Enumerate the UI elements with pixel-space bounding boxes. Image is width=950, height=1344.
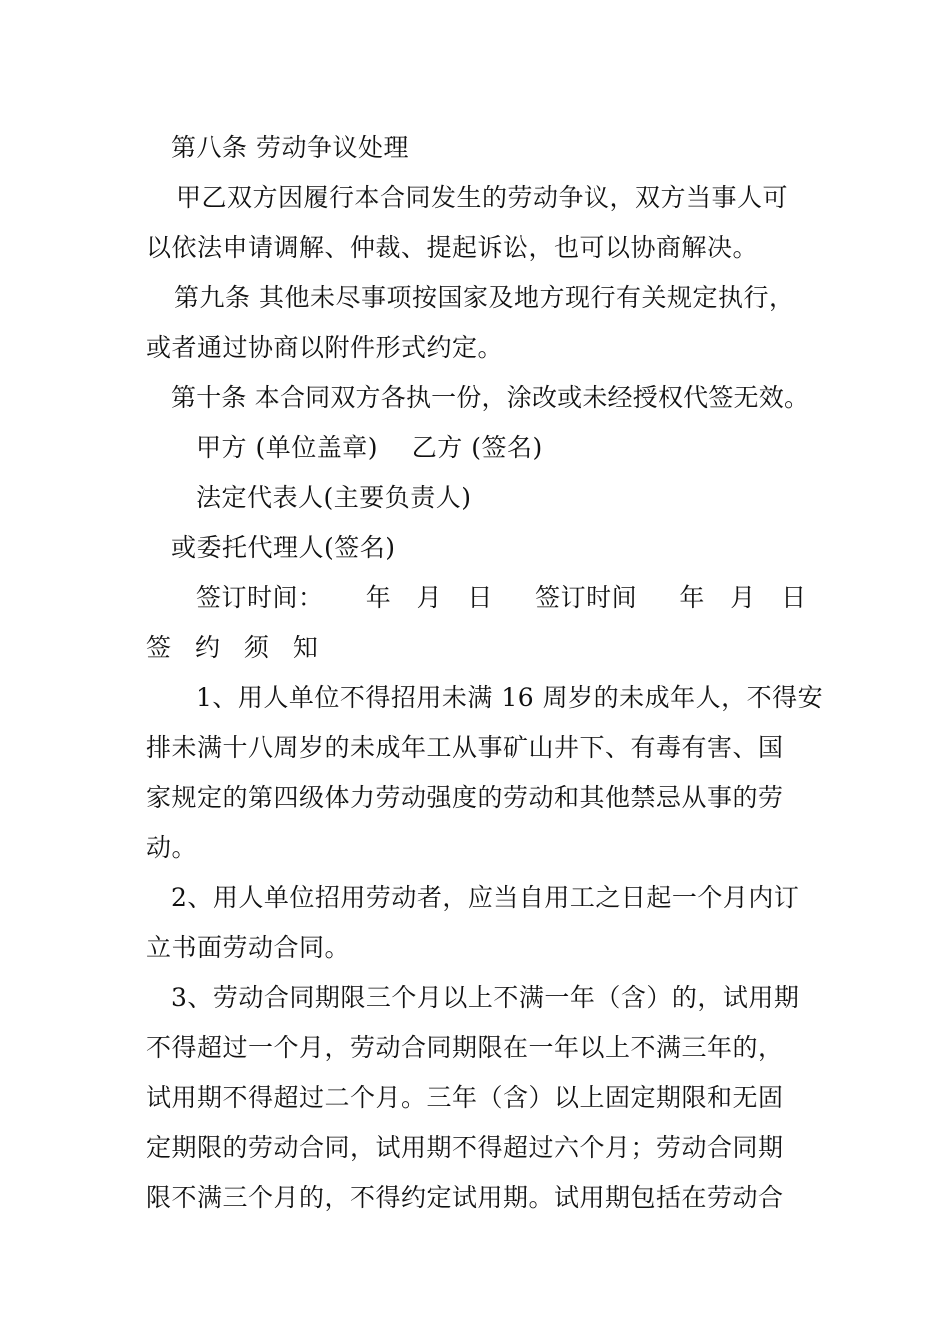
article-9-text-line-1: 第九条 其他未尽事项按国家及地方现行有关规定执行， — [174, 283, 795, 312]
signing-dates: 签订时间： 年 月 日 签订时间 年 月 日 — [196, 583, 807, 612]
notice-3-line-3: 试用期不得超过二个月。三年（含）以上固定期限和无固 — [146, 1083, 784, 1112]
article-8-text-line-1: 甲乙双方因履行本合同发生的劳动争议，双方当事人可 — [176, 183, 789, 212]
article-8-text-line-2: 以依法申请调解、仲裁、提起诉讼，也可以协商解决。 — [146, 233, 759, 262]
article-9-text-line-2: 或者通过协商以附件形式约定。 — [146, 333, 504, 362]
notice-3-line-1: 3、劳动合同期限三个月以上不满一年（含）的，试用期 — [171, 983, 800, 1012]
authorized-agent: 或委托代理人(签名) — [171, 533, 396, 562]
notice-1-line-3: 家规定的第四级体力劳动强度的劳动和其他禁忌从事的劳 — [146, 783, 784, 812]
notice-3-line-5: 限不满三个月的，不得约定试用期。试用期包括在劳动合 — [146, 1183, 784, 1212]
notice-1-line-1: 1、用人单位不得招用未满 16 周岁的未成年人，不得安 — [196, 683, 824, 712]
legal-representative: 法定代表人(主要负责人) — [196, 483, 472, 512]
article-10-text: 第十条 本合同双方各执一份，涂改或未经授权代签无效。 — [171, 383, 810, 412]
notice-2-line-2: 立书面劳动合同。 — [146, 933, 351, 962]
signing-notice-heading: 签 约 须 知 — [146, 633, 326, 662]
notice-2-line-1: 2、用人单位招用劳动者，应当自用工之日起一个月内订 — [171, 883, 800, 912]
signature-parties: 甲方 (单位盖章) 乙方 (签名) — [196, 433, 543, 462]
notice-1-line-4: 动。 — [146, 833, 198, 862]
notice-3-line-4: 定期限的劳动合同，试用期不得超过六个月；劳动合同期 — [146, 1133, 784, 1162]
notice-1-line-2: 排未满十八周岁的未成年工从事矿山井下、有毒有害、国 — [146, 733, 784, 762]
article-8-heading: 第八条 劳动争议处理 — [171, 133, 409, 162]
notice-3-line-2: 不得超过一个月，劳动合同期限在一年以上不满三年的， — [146, 1033, 784, 1062]
